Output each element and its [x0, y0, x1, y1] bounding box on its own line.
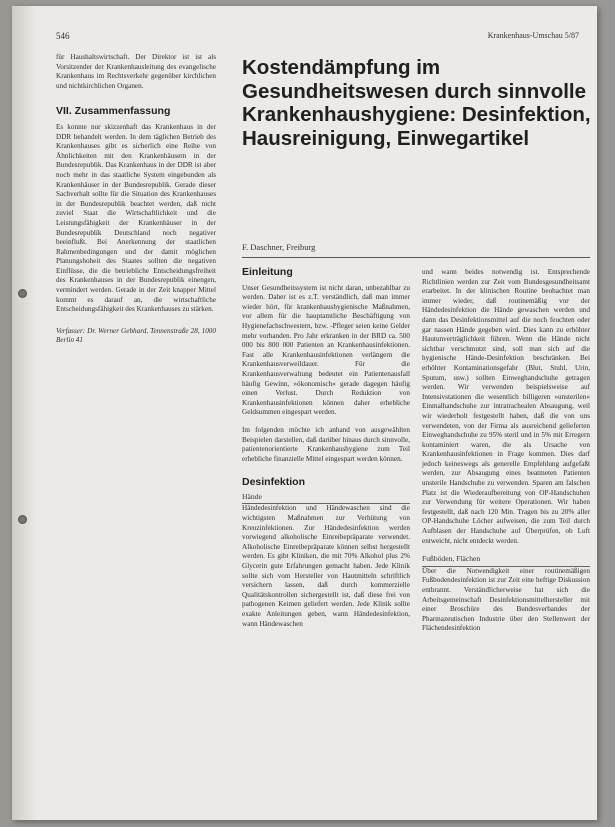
journal-page	[12, 6, 597, 820]
title-rule	[242, 257, 590, 258]
section-heading-zusammenfassung: VII. Zusammenfassung	[56, 105, 171, 118]
subhead-fussboeden: Fußböden, Flächen	[422, 554, 590, 567]
running-head: Krankenhaus-Umschau 5/87	[487, 31, 579, 40]
middle-text-1: Unser Gesundheitssystem ist nicht daran, unbezahlbar zu werden. Daher ist es z.T. verständlich, daß man immer wieder hört, für krankenhaushygienische Maßnahmen, vor allem für die hauptamtliche Beschäftigung von Hygienefachschwestern, bzw. -Pfleger seien keine Gelder mehr vorhanden. Pro Jahr erkranken in der BRD ca. 500 000 bis 800 000 Patienten an Krankenhausinfektionen. Fast alle Krankenhausinfektionen verlängern die Krankenhausverweildauer. Für die Krankenhausverwaltung bedeutet ein Patientenausfall häufig Gewinn, »ökonomisch« gerade dagegen häufig einen Verlust. Durch Reduktion von Krankenhausinfektionen können daher erhebliche Geldsummen eingespart werden.	[242, 283, 410, 417]
right-column	[422, 268, 590, 634]
middle-column	[242, 268, 410, 629]
middle-text-2: Im folgenden möchte ich anhand von ausgewählten Beispielen darstellen, daß darüber hinaus durch sinnvolle, patientenorientierte Krankenhaushygiene zum Teil erhebliche finanzielle Mittel eingespart werden können.	[242, 425, 410, 463]
subhead-haende: Hände	[242, 492, 410, 505]
middle-text-3: Händedesinfektion und Händewaschen sind die wichtigsten Maßnahmen zur Verhütung von Kreuzinfektionen. Zur Händedesinfektion werden vorwiegend alkoholische Einreibepräparate verwendet. Alkoholische Einreibepräparate können selbst hergestellt werden. Es gibt Kliniken, die mit 70% Alkohol plus 2% Glycerin gute Erfahrungen gemacht haben. Jede Klinik sollte sich vom Hersteller von Hautmitteln schriftlich versichern lassen, daß durch kommerzielle Qualitätskontrollen sichergestellt ist, daß diese frei von pathogenen Keimen geliefert werden. Jede Klinik sollte exakte Anleitungen geben, wann Händedesinfektion, wann Händewaschen	[242, 504, 410, 628]
section-heading-einleitung: Einleitung	[242, 266, 293, 278]
article-title: Kostendämpfung im Gesundheitswesen durch sinnvolle Krankenhaushygiene: Desinfektion, Hausreinigung, Einwegartikel	[242, 56, 591, 150]
left-intro-text: für Haushaltswirtschaft. Der Direktor ist ist als Vorsitzender der Krankenhausleitung des evangelische Krankenhaus im Rechtsverkehr gegenüber kirchlichen und nichtkirchlichen Organen.	[56, 53, 216, 90]
right-text-1: und wann beides notwendig ist. Entsprechende Richtlinien werden zur Zeit vom Bundesgesundheitsamt erarbeitet. In der klinischen Routine beobachtet man immer wieder, daß routinemäßig vor der Händedesinfektion die Hände gewaschen werden und dann das Desinfektionsmittel auf die noch feuchten oder gar nassen Hände gegeben wird. Dies kann zu erhöhter Hautunverträglichkeit führen. Wenn die Hände nicht sichtbar verschmutzt sind, soll man sich auf die hygienische Hände-Desinfektion beschränken. Bei erhöhter Kontaminationsgefahr (Blut, Stuhl, Urin, Sputum, usw.) sollten Einweghandschuhe getragen werden. Wir verwenden beispielsweise auf Intensivstationen die wesentlich billigeren »unsterilen« Einmalhandschuhe zur intratrachealen Absaugung, weil wir wiederholt festgestellt haben, daß die von uns verwendeten, von der Firma als ausreichend gelieferten Einweghandschuhe zu 95% steril und in 5% mit Erregern kontaminiert waren, die als Ursache von Krankenhausinfektionen in Frage kommen. Dies darf jedoch keineswegs als generelle Empfehlung aufgefaßt werden, zur Absaugung eines beatmeten Patienten unsterile Handschuhe zu verwenden. Sparen am falschen Platz ist die Wiederaufbereitung von OP-Handschuhen zur Verwendung für weitere Operationen. Wir haben festgestellt, daß nach 120 Min. Tragen bis zu 20% aller OP-Handschuhe Löcher aufweisen, die zum Teil durch Aufblasen der Handschuhe auf Überprüfen, ob Luft entweicht, nicht entdeckt werden.	[422, 268, 590, 545]
author-note: Verfasser: Dr. Werner Gebhard, Tennenstraße 28, 1000 Berlin 41	[56, 326, 216, 345]
left-body-text: Es konnte nur skizzenhaft das Krankenhaus in der DDR behandelt werden. In dem täglichen Betrieb des Krankenhauses gibt es sicherlich eine Reihe von Ähnlichkeiten mit den Krankenhäusern in der Bundesrepublik. Das Krankenhaus in der DDR ist aber noch mehr in das staatliche System eingebunden als Krankenhäuser in der Bundesrepublik. Gerade dieser Sachverhalt sollte für die Situation des Krankenhauses in der Bundesrepublik beachtet werden, daß nicht zuviel Staat die Wirtschaftlichkeit und die Leistungsfähigkeit der Krankenhäuser in der Bundesrepublik Deutschland noch negativer beeinflußt. Bei Anerkennung der staatlichen Rahmenbedingungen und der damit möglichen Planungshoheit des Staates sollten die negativen Einflüsse, die die betriebliche Entscheidungsfreiheit des Krankenhauses in der Bundesrepublik einengen, vermindert werden. Gerade in der Zeit knapper Mittel kommt es darauf an, die wirtschaftliche Entscheidungsfähigkeit des Krankenhauses zu stärken.	[56, 122, 216, 314]
punch-hole-bottom	[18, 515, 27, 524]
binding-edge	[12, 6, 36, 820]
left-column	[56, 53, 216, 346]
section-heading-desinfektion: Desinfektion	[242, 476, 306, 489]
article-byline: F. Daschner, Freiburg	[242, 242, 316, 252]
punch-hole-top	[18, 289, 27, 298]
page-number: 546	[56, 31, 70, 41]
right-text-2: Über die Notwendigkeit einer routinemäßigen Fußbodendesinfektion ist zur Zeit eine heftige Diskussion entbrannt. Verständlicherweise hat sich die Arbeitsgemeinschaft Desinfektionsmittelhersteller mit einer Broschüre des Bundesverbandes der Pharmazeutischen Industrie über den Stellenwert der Flächendesinfektion	[422, 566, 590, 633]
